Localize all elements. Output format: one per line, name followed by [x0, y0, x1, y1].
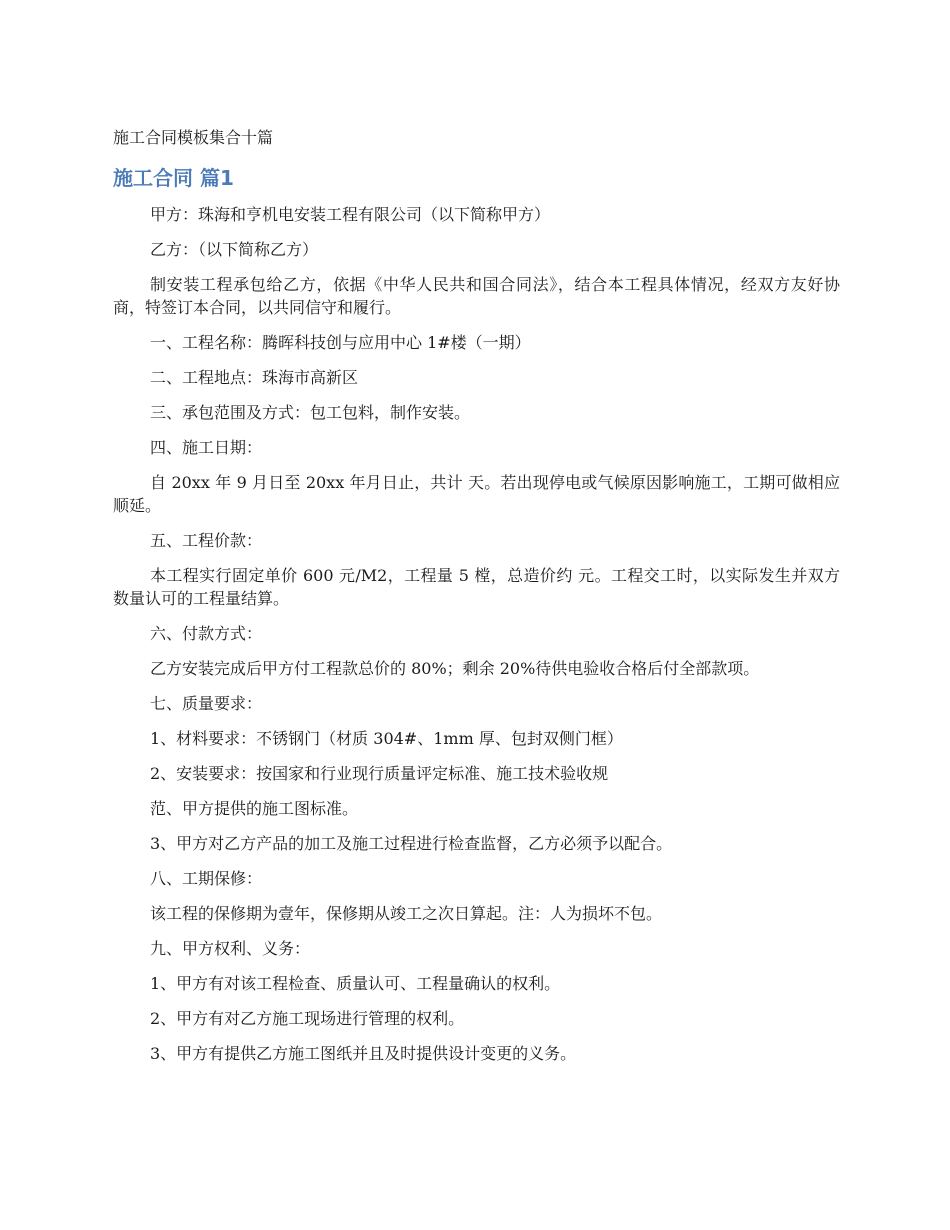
paragraph-right-3: 3、甲方有提供乙方施工图纸并且及时提供设计变更的义务。: [150, 1044, 577, 1063]
paragraph-payment-heading: 六、付款方式：: [150, 624, 263, 643]
paragraph-quality-heading: 七、质量要求：: [150, 694, 263, 713]
paragraph-payment: 乙方安装完成后甲方付工程款总价的 80%；剩余 20%待供电验收合格后付全部款项。: [150, 659, 760, 678]
paragraph-project-name: 一、工程名称：腾晖科技创与应用中心 1#楼（一期）: [150, 333, 531, 352]
paragraph-warranty: 该工程的保修期为壹年，保修期从竣工之次日算起。注：人为损坏不包。: [150, 904, 663, 923]
paragraph-preamble: 制安装工程承包给乙方，依据《中华人民共和国合同法》，结合本工程具体情况，经双方友好协商，特签订本合同，以共同信守和履行。: [113, 275, 840, 317]
paragraph-rights-heading: 九、甲方权利、义务：: [150, 939, 311, 958]
paragraph-warranty-heading: 八、工期保修：: [150, 869, 263, 888]
paragraph-quality-material: 1、材料要求：不锈钢门（材质 304#、1mm 厚、包封双侧门框）: [150, 729, 623, 748]
paragraph-scope: 三、承包范围及方式：包工包料，制作安装。: [150, 403, 471, 422]
paragraph-price-heading: 五、工程价款：: [150, 531, 263, 550]
paragraph-price: 本工程实行固定单价 600 元/M2，工程量 5 樘，总造价约 元。工程交工时，以实际发生并双方数量认可的工程量结算。: [113, 566, 840, 608]
paragraph-schedule: 自 20xx 年 9 月日至 20xx 年月日止，共计 天。若出现停电或气候原因影响施工，工期可做相应顺延。: [113, 473, 840, 515]
section-heading: 施工合同 篇1: [113, 166, 234, 190]
paragraph-party-b: 乙方：（以下简称乙方）: [150, 240, 319, 259]
paragraph-party-a: 甲方：珠海和亨机电安装工程有限公司（以下简称甲方）: [150, 205, 551, 224]
paragraph-schedule-heading: 四、施工日期：: [150, 438, 263, 457]
paragraph-quality-install-cont: 范、甲方提供的施工图标准。: [150, 799, 359, 818]
paragraph-right-2: 2、甲方有对乙方施工现场进行管理的权利。: [150, 1009, 465, 1028]
paragraph-right-1: 1、甲方有对该工程检查、质量认可、工程量确认的权利。: [150, 974, 561, 993]
paragraph-project-location: 二、工程地点：珠海市高新区: [150, 368, 359, 387]
paragraph-quality-install: 2、安装要求：按国家和行业现行质量评定标准、施工技术验收规: [150, 764, 609, 783]
document-title: 施工合同模板集合十篇: [113, 128, 274, 147]
paragraph-quality-supervision: 3、甲方对乙方产品的加工及施工过程进行检查监督，乙方必须予以配合。: [150, 834, 673, 853]
document-body: [113, 203, 840, 1077]
